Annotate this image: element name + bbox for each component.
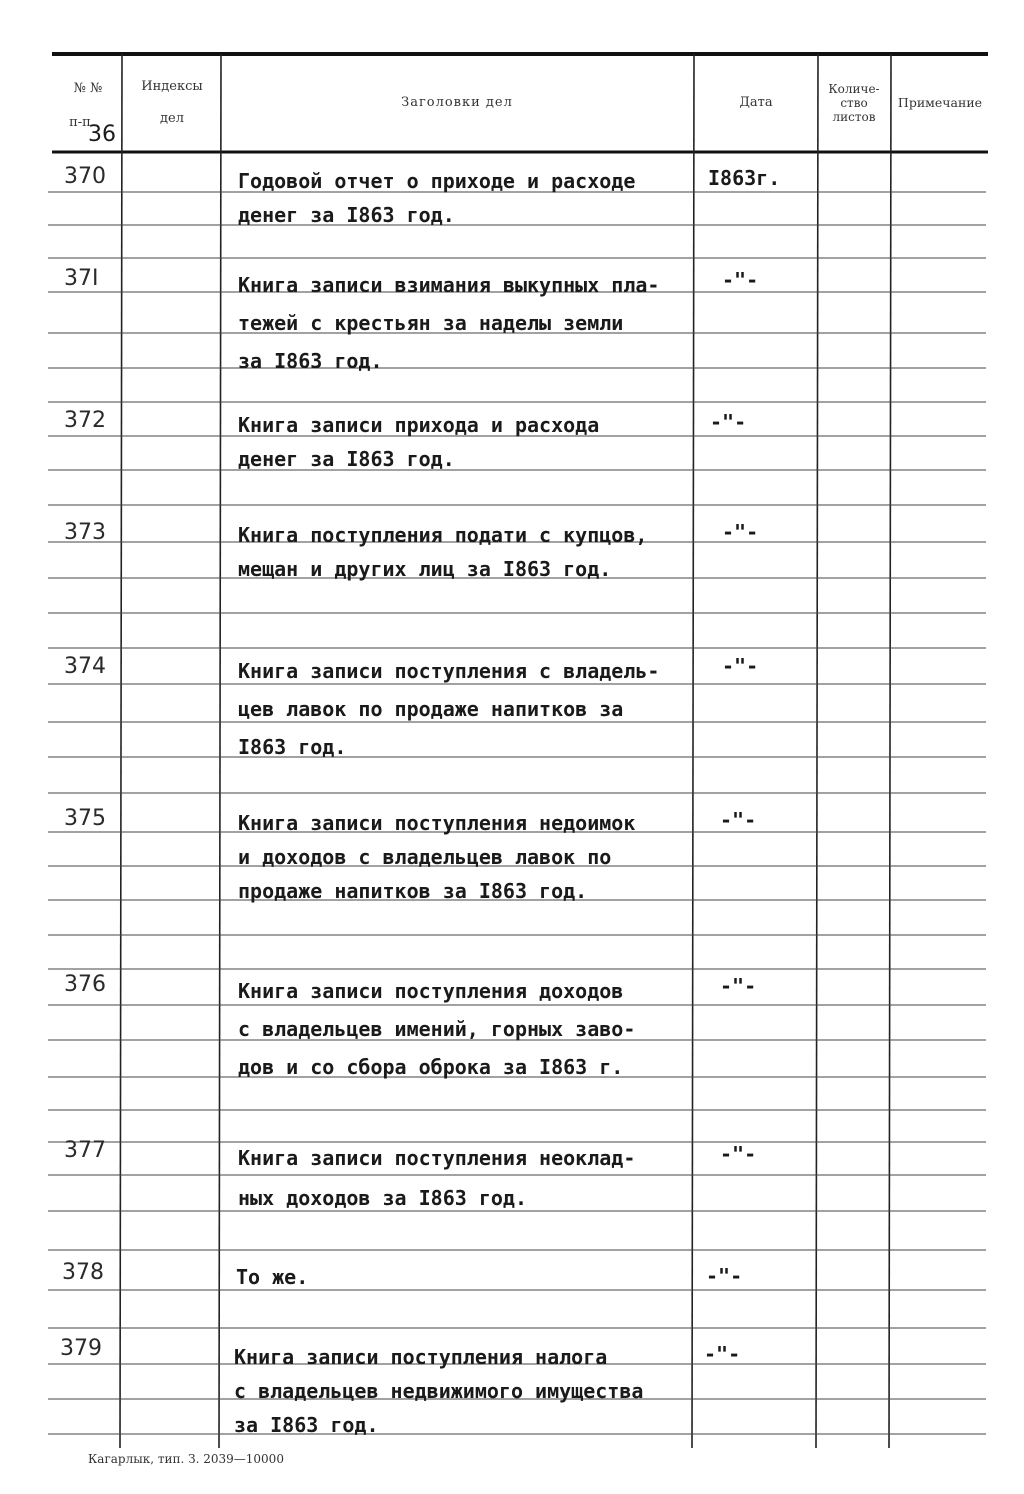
row-374-line1: Книга записи поступления с владель- bbox=[238, 659, 660, 683]
header-col-index-line1: Индексы bbox=[141, 79, 203, 94]
header-col-title: Заголовки дел bbox=[401, 95, 513, 110]
row-374-title bbox=[238, 652, 659, 766]
header-col-sheet-count bbox=[819, 82, 889, 124]
row-371-line1: Книга записи взимания выкупных пла- bbox=[238, 273, 660, 297]
header-col-number bbox=[58, 82, 118, 96]
row-377-number: 377 bbox=[64, 1138, 106, 1163]
row-376-number: 376 bbox=[64, 972, 106, 997]
row-375-line2: и доходов с владельцев лавок по bbox=[238, 845, 612, 869]
row-378-title bbox=[236, 1260, 308, 1294]
row-372-title bbox=[238, 408, 599, 476]
row-376-line1: Книга записи поступления доходов bbox=[238, 979, 624, 1003]
row-372-line1: Книга записи прихода и расхода bbox=[238, 413, 600, 437]
row-371-date: -"- bbox=[722, 268, 759, 292]
row-379-line1: Книга записи поступления налога bbox=[234, 1345, 608, 1369]
printer-imprint: Кагарлык, тип. З. 2039—10000 bbox=[88, 1452, 284, 1466]
row-375-title bbox=[238, 806, 635, 908]
header-col-date: Дата bbox=[739, 95, 773, 110]
header-col-count-line1: Количе- bbox=[828, 82, 880, 96]
row-373-number: 373 bbox=[64, 520, 106, 545]
row-370-date: I863г. bbox=[708, 166, 781, 190]
row-373-line1: Книга поступления подати с купцов, bbox=[238, 523, 648, 547]
row-377-line2: ных доходов за I863 год. bbox=[238, 1186, 527, 1210]
row-370-line1: Годовой отчет о приходе и расходе bbox=[238, 169, 636, 193]
page-number: 36 bbox=[88, 122, 116, 147]
row-371-title bbox=[238, 266, 659, 380]
row-370-title bbox=[238, 164, 635, 232]
row-376-title bbox=[238, 972, 635, 1086]
header-col-note: Примечание bbox=[897, 95, 983, 110]
row-377-title bbox=[238, 1138, 635, 1218]
row-379-date: -"- bbox=[704, 1342, 741, 1366]
row-371-number: 37I bbox=[64, 266, 99, 291]
header-col-number-line1: № № bbox=[73, 81, 103, 96]
row-371-line3: за I863 год. bbox=[238, 349, 383, 373]
row-376-line2: с владельцев имений, горных заво- bbox=[238, 1017, 636, 1041]
row-370-line2: денег за I863 год. bbox=[238, 203, 455, 227]
row-375-date: -"- bbox=[720, 808, 757, 832]
row-372-number: 372 bbox=[64, 408, 106, 433]
row-374-date: -"- bbox=[722, 654, 759, 678]
row-373-title bbox=[238, 518, 647, 586]
row-372-line2: денег за I863 год. bbox=[238, 447, 455, 471]
row-379-number: 379 bbox=[60, 1336, 102, 1361]
header-col-index-line2: дел bbox=[160, 111, 184, 126]
row-378-number: 378 bbox=[62, 1260, 104, 1285]
header-col-count-line3: листов bbox=[832, 110, 876, 124]
row-370-number: 370 bbox=[64, 164, 106, 189]
row-378-line1: То же. bbox=[236, 1265, 309, 1289]
row-372-date: -"- bbox=[710, 410, 747, 434]
row-374-number: 374 bbox=[64, 654, 106, 679]
row-374-line3: I863 год. bbox=[238, 735, 347, 759]
row-375-line1: Книга записи поступления недоимок bbox=[238, 811, 636, 835]
row-379-title bbox=[234, 1340, 643, 1442]
row-379-line2: с владельцев недвижимого имущества bbox=[234, 1379, 644, 1403]
header-col-count-line2: ство bbox=[840, 96, 868, 110]
row-376-date: -"- bbox=[720, 974, 757, 998]
row-375-number: 375 bbox=[64, 806, 106, 831]
row-378-date: -"- bbox=[706, 1264, 743, 1288]
row-373-date: -"- bbox=[722, 520, 759, 544]
header-col-index bbox=[126, 80, 218, 126]
row-373-line2: мещан и других лиц за I863 год. bbox=[238, 557, 612, 581]
row-379-line3: за I863 год. bbox=[234, 1413, 379, 1437]
row-375-line3: продаже напитков за I863 год. bbox=[238, 879, 588, 903]
row-371-line2: тежей с крестьян за наделы земли bbox=[238, 311, 624, 335]
header-col-number-line2: п-п bbox=[69, 115, 91, 130]
row-377-date: -"- bbox=[720, 1142, 757, 1166]
row-377-line1: Книга записи поступления неоклад- bbox=[238, 1146, 636, 1170]
row-374-line2: цев лавок по продаже напитков за bbox=[238, 697, 624, 721]
row-376-line3: дов и со сбора оброка за I863 г. bbox=[238, 1055, 624, 1079]
